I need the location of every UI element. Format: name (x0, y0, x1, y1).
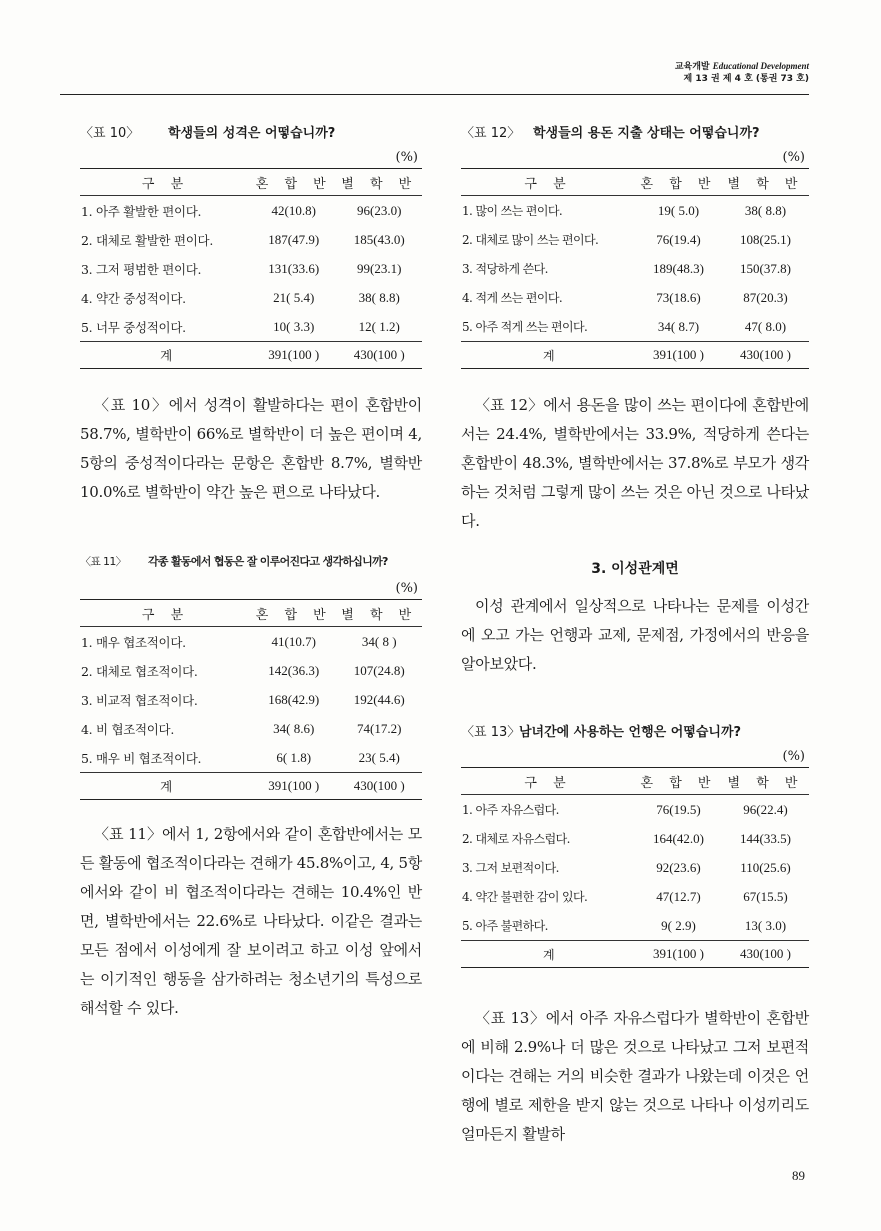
col-header-gubun: 구 분 (461, 768, 635, 795)
row-separate: 108(25.1) (740, 231, 791, 247)
table10-unit: (%) (395, 150, 418, 165)
table10-number: 〈표 10〉 (80, 126, 140, 141)
row-mixed: 164(42.0) (653, 830, 704, 846)
table-row (461, 795, 809, 825)
table-row (461, 853, 809, 882)
table-total-row (80, 773, 422, 800)
row-label: 1. 매우 협조적이다. (81, 634, 186, 650)
table11 (80, 599, 422, 800)
table-header-row (461, 169, 809, 196)
row-mixed: 168(42.9) (268, 691, 320, 707)
row-mixed: 21( 5.4) (273, 289, 315, 305)
table-row (461, 882, 809, 911)
row-label: 2. 대체로 활발한 편이다. (81, 232, 213, 248)
row-label: 1. 많이 쓰는 편이다. (462, 204, 563, 218)
row-label: 2. 대체로 협조적이다. (81, 663, 198, 679)
row-label: 1. 아주 자유스럽다. (462, 803, 559, 817)
row-separate: 110(25.6) (740, 859, 791, 875)
col-header-mixed: 혼 합 반 (635, 169, 722, 196)
table10-caption (80, 122, 422, 142)
left-column (80, 122, 422, 1023)
table-row (461, 254, 809, 283)
table-row (461, 312, 809, 342)
table13-unit: (%) (782, 749, 805, 764)
table-row (80, 254, 422, 283)
table-row (461, 196, 809, 226)
row-separate: 67(15.5) (743, 888, 788, 904)
table11-number: 〈표 11〉 (80, 555, 126, 568)
row-mixed: 187(47.9) (268, 231, 320, 247)
table-header-row (461, 768, 809, 795)
row-mixed: 19( 5.0) (657, 202, 700, 218)
table12-unit: (%) (782, 150, 805, 165)
row-label: 2. 대체로 자유스럽다. (462, 832, 570, 846)
table-row (80, 283, 422, 312)
col-header-gubun: 구 분 (80, 169, 251, 196)
table-row (461, 911, 809, 941)
row-label: 1. 아주 활발한 편이다. (81, 203, 202, 219)
table-row (461, 283, 809, 312)
total-mixed: 391(100 ) (251, 773, 337, 800)
row-separate: 12( 1.2) (358, 318, 400, 334)
row-mixed: 92(23.6) (656, 859, 701, 875)
row-separate: 99(23.1) (357, 260, 402, 276)
table-header-row (80, 169, 422, 196)
table-total-row (461, 941, 809, 968)
row-separate: 192(44.6) (353, 691, 405, 707)
paragraph-table11: 〈표 11〉에서 1, 2항에서와 같이 혼합반에서는 모든 활동에 협조적이다라는 견해가 45.8%이고, 4, 5항에서와 같이 비 협조적이다라는 견해는 10.4%인 반면, 별학반에서는 22.6%로 나타났다. 이같은 결과는 모든 점에서 이성에게 잘 보이려고 하고 이성 앞에서는 이기적인 행동을 삼가하려는 청소년기의 특성으로 해석할 수 있다. (80, 825, 422, 1017)
row-mixed: 34( 8.6) (273, 720, 315, 736)
total-mixed: 391(100 ) (635, 342, 722, 369)
total-separate: 430(100 ) (722, 941, 809, 968)
row-separate: 47( 8.0) (744, 318, 787, 334)
table-row (80, 656, 422, 685)
row-label: 5. 아주 불편하다. (462, 919, 548, 933)
row-label: 4. 비 협조적이다. (81, 721, 174, 737)
row-separate: 23( 5.4) (358, 749, 400, 765)
total-separate: 430(100 ) (722, 342, 809, 369)
row-mixed: 142(36.3) (268, 662, 320, 678)
total-label: 계 (80, 773, 251, 800)
row-label: 4. 약간 중성적이다. (81, 290, 186, 306)
col-header-mixed: 혼 합 반 (635, 768, 722, 795)
total-separate: 430(100 ) (337, 773, 423, 800)
table13-caption (461, 721, 809, 741)
row-separate: 87(20.3) (743, 289, 788, 305)
row-mixed: 76(19.5) (656, 801, 701, 817)
row-separate: 185(43.0) (353, 231, 405, 247)
table10 (80, 168, 422, 369)
journal-title-en: Educational Development (712, 61, 809, 71)
table13 (461, 767, 809, 968)
row-label: 3. 그저 보편적이다. (462, 861, 559, 875)
row-mixed: 9( 2.9) (661, 917, 696, 933)
table-row (80, 312, 422, 342)
running-header (675, 60, 809, 85)
col-header-mixed: 혼 합 반 (251, 600, 337, 627)
table-row (80, 685, 422, 714)
row-mixed: 34( 8.7) (657, 318, 700, 334)
table-row (80, 196, 422, 226)
section-title: 3. 이성관계면 (591, 561, 679, 577)
table-total-row (80, 342, 422, 369)
page-number: 89 (792, 1168, 805, 1183)
row-mixed: 41(10.7) (271, 633, 316, 649)
row-separate: 13( 3.0) (744, 917, 787, 933)
table-row (461, 225, 809, 254)
header-rule (60, 94, 809, 95)
row-separate: 34( 8 ) (361, 633, 397, 649)
row-mixed: 131(33.6) (268, 260, 320, 276)
table11-unit: (%) (395, 581, 418, 596)
col-header-separate: 별 학 반 (337, 169, 423, 196)
col-header-separate: 별 학 반 (722, 768, 809, 795)
section-intro: 이성 관계에서 일상적으로 나타나는 문제를 이성간에 오고 가는 언행과 교제, 문제점, 가정에서의 반응을 알아보았다. (461, 597, 809, 673)
table12-number: 〈표 12〉 (461, 126, 521, 141)
row-mixed: 6( 1.8) (276, 749, 312, 765)
col-header-separate: 별 학 반 (337, 600, 423, 627)
row-label: 5. 매우 비 협조적이다. (81, 750, 202, 766)
row-mixed: 47(12.7) (656, 888, 701, 904)
row-label: 2. 대체로 많이 쓰는 편이다. (462, 233, 599, 247)
total-separate: 430(100 ) (337, 342, 423, 369)
row-mixed: 10( 3.3) (273, 318, 315, 334)
row-separate: 150(37.8) (740, 260, 791, 276)
row-separate: 38( 8.8) (744, 202, 787, 218)
row-label: 3. 비교적 협조적이다. (81, 692, 198, 708)
table12-title: 학생들의 용돈 지출 상태는 어떻습니까? (533, 126, 760, 141)
table11-caption (80, 553, 422, 573)
col-header-gubun: 구 분 (80, 600, 251, 627)
row-mixed: 76(19.4) (656, 231, 701, 247)
table-header-row (80, 600, 422, 627)
journal-title-kr: 교육개발 (674, 62, 710, 72)
total-label: 계 (80, 342, 251, 369)
row-separate: 96(22.4) (743, 801, 788, 817)
row-separate: 107(24.8) (353, 662, 405, 678)
paragraph-table12: 〈표 12〉에서 용돈을 많이 쓰는 편이다에 혼합반에서는 24.4%, 별학반에서는 33.9%, 적당하게 쓴다는 혼합반이 48.3%, 별학반에서는 37.8%로 부모가 생각하는 것처럼 그렇게 많이 쓰는 것은 아닌 것으로 나타났다. (461, 396, 809, 530)
col-header-mixed: 혼 합 반 (251, 169, 337, 196)
row-mixed: 42(10.8) (271, 202, 316, 218)
row-label: 4. 약간 불편한 감이 있다. (462, 890, 588, 904)
table10-title: 학생들의 성격은 어떻습니까? (168, 126, 336, 141)
table-row (461, 824, 809, 853)
row-label: 4. 적게 쓰는 편이다. (462, 291, 563, 305)
paragraph-table10: 〈표 10〉에서 성격이 활발하다는 편이 혼합반이 58.7%, 별학반이 66%로 별학반이 더 높은 편이며 4, 5항의 중성적이다라는 문항은 혼합반 8.7%, 별학반 10.0%로 별학반이 약간 높은 편으로 나타났다. (80, 396, 422, 501)
table12 (461, 168, 809, 369)
row-label: 5. 너무 중성적이다. (81, 319, 186, 335)
row-separate: 74(17.2) (357, 720, 402, 736)
row-label: 3. 적당하게 쓴다. (462, 262, 548, 276)
row-separate: 96(23.0) (357, 202, 402, 218)
total-mixed: 391(100 ) (251, 342, 337, 369)
total-mixed: 391(100 ) (635, 941, 722, 968)
row-separate: 38( 8.8) (358, 289, 400, 305)
row-mixed: 189(48.3) (653, 260, 704, 276)
paragraph-table13: 〈표 13〉에서 아주 자유스럽다가 별학반이 혼합반에 비해 2.9%나 더 많은 것으로 나타났고 그저 보편적이다는 견해는 거의 비슷한 결과가 나왔는데 이것은 언행에 별로 제한을 받지 않는 것으로 나타나 이성끼리도 얼마든지 활발하 (461, 1009, 809, 1143)
table13-number: 〈표 13〉 (461, 725, 521, 740)
col-header-gubun: 구 분 (461, 169, 635, 196)
row-label: 5. 아주 적게 쓰는 편이다. (462, 320, 588, 334)
table-total-row (461, 342, 809, 369)
journal-issue: 제 13 권 제 4 호 (통권 73 호) (683, 74, 809, 84)
table12-caption (461, 122, 809, 142)
row-separate: 144(33.5) (740, 830, 791, 846)
table-row (80, 627, 422, 657)
table-row (80, 743, 422, 773)
col-header-separate: 별 학 반 (722, 169, 809, 196)
right-column (461, 122, 809, 1149)
row-label: 3. 그저 평범한 편이다. (81, 261, 202, 277)
table11-title: 각종 활동에서 협동은 잘 이루어진다고 생각하십니까? (148, 555, 388, 568)
total-label: 계 (461, 342, 635, 369)
row-mixed: 73(18.6) (656, 289, 701, 305)
table-row (80, 714, 422, 743)
table-row (80, 225, 422, 254)
table13-title: 남녀간에 사용하는 언행은 어떻습니까? (519, 725, 742, 740)
total-label: 계 (461, 941, 635, 968)
